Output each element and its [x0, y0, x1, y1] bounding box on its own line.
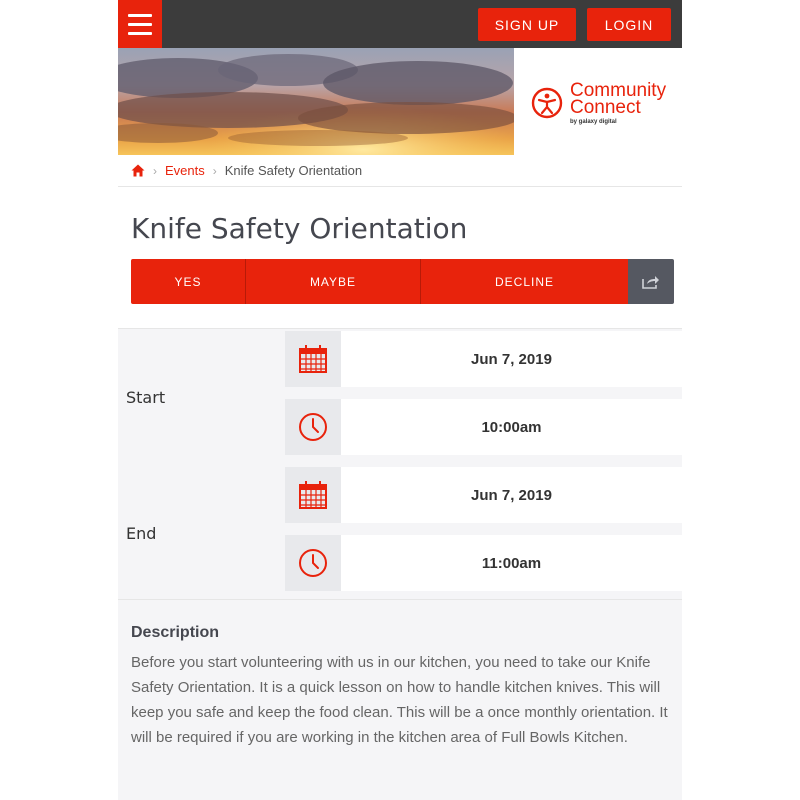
- hamburger-menu-icon[interactable]: [118, 0, 162, 48]
- top-bar: [118, 0, 682, 48]
- description-section: [118, 600, 682, 800]
- clock-icon: [285, 535, 341, 591]
- brand-line2: Connect: [570, 97, 641, 118]
- breadcrumb: [118, 155, 682, 187]
- end-label: End: [126, 524, 157, 543]
- calendar-icon: [285, 331, 341, 387]
- home-icon[interactable]: [131, 164, 145, 177]
- brand-sub: by galaxy digital: [570, 119, 617, 125]
- rsvp-maybe-button[interactable]: MAYBE: [246, 259, 421, 304]
- page-title: Knife Safety Orientation: [131, 212, 468, 245]
- brand-name: [570, 82, 666, 116]
- page: [118, 0, 682, 800]
- volunteer-person-icon: [530, 86, 564, 120]
- end-date-value: Jun 7, 2019: [471, 486, 552, 504]
- breadcrumb-current: Knife Safety Orientation: [224, 163, 363, 178]
- calendar-icon: [285, 467, 341, 523]
- end-time-value: 11:00am: [481, 554, 542, 572]
- banner: [118, 48, 682, 155]
- description-body: Before you start volunteering with us in our kitchen, you need to take our Knife Safety Orientation. It is a quick lesson on how to handle kitchen knives. This will keep you safe and keep the food clean. This will be a once monthly orientation. It will be required if you are working in the kitchen area of Full Bowls Kitchen.: [131, 654, 668, 746]
- start-time-row: [285, 399, 682, 455]
- schedule-section: [118, 328, 682, 600]
- sunset-cloud-image: [118, 48, 514, 155]
- rsvp-decline-button[interactable]: DECLINE: [421, 259, 628, 304]
- rsvp-yes-button[interactable]: YES: [131, 259, 246, 304]
- end-time-row: [285, 535, 682, 591]
- chevron-right-icon: ›: [212, 163, 217, 178]
- rsvp-bar: [131, 259, 674, 304]
- start-label: Start: [126, 388, 166, 407]
- login-button[interactable]: LOGIN: [587, 8, 671, 41]
- end-date-row: [285, 467, 682, 523]
- clock-icon: [285, 399, 341, 455]
- chevron-right-icon: ›: [153, 163, 157, 178]
- share-icon: [642, 275, 660, 289]
- start-date-value: Jun 7, 2019: [471, 350, 552, 368]
- sign-up-button[interactable]: SIGN UP: [478, 8, 576, 41]
- description-heading: Description: [131, 624, 220, 641]
- start-date-row: [285, 331, 682, 387]
- share-button[interactable]: [628, 259, 674, 304]
- breadcrumb-events-link[interactable]: Events: [165, 163, 205, 178]
- brand-line1: Community: [570, 80, 667, 101]
- start-time-value: 10:00am: [481, 418, 542, 436]
- community-connect-logo[interactable]: [530, 82, 680, 132]
